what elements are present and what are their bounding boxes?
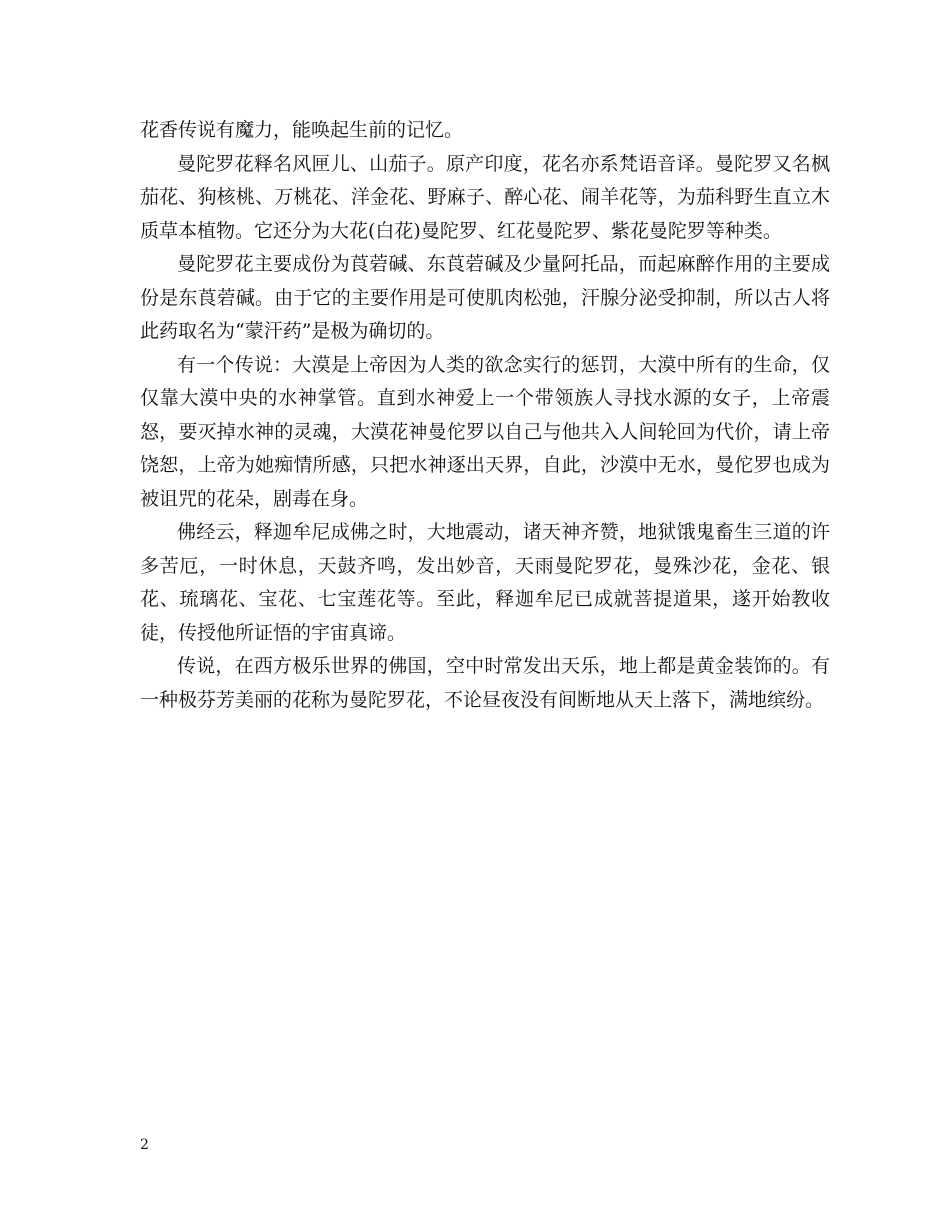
paragraph: 曼陀罗花主要成份为莨菪碱、东莨菪碱及少量阿托品，而起麻醉作用的主要成份是东莨菪碱。由于它的主要作用是可使肌肉松弛，汗腺分泌受抑制，所以古人将此药取名为“蒙汗药”是极为确切的。 <box>140 253 830 342</box>
paragraph: 曼陀罗花释名风匣儿、山茄子。原产印度，花名亦系梵语音译。曼陀罗又名枫茄花、狗核桃、万桃花、洋金花、野麻子、醉心花、闹羊花等，为茄科野生直立木质草本植物。它还分为大花(白花)曼陀罗、红花曼陀罗、紫花曼陀罗等种类。 <box>140 152 830 242</box>
paragraph: 佛经云，释迦牟尼成佛之时，大地震动，诸天神齐赞，地狱饿鬼畜生三道的许多苦厄，一时休息，天鼓齐鸣，发出妙音，天雨曼陀罗花，曼殊沙花，金花、银花、琉璃花、宝花、七宝莲花等。至此，释迦牟尼已成就菩提道果，遂开始教收徒，传授他所证悟的宇宙真谛。 <box>140 521 830 644</box>
paragraph: 传说，在西方极乐世界的佛国，空中时常发出天乐，地上都是黄金装饰的。有一种极芬芳美丽的花称为曼陀罗花，不论昼夜没有间断地从天上落下，满地缤纷。 <box>140 655 830 711</box>
paragraph: 花香传说有魔力，能唤起生前的记忆。 <box>140 119 464 141</box>
page-number: 2 <box>140 1137 149 1153</box>
paragraph: 有一个传说：大漠是上帝因为人类的欲念实行的惩罚，大漠中所有的生命，仅仅靠大漠中央的水神掌管。直到水神爱上一个带领族人寻找水源的女子，上帝震怒，要灭掉水神的灵魂，大漠花神曼佗罗以自己与他共入人间轮回为代价，请上帝饶恕，上帝为她痴情所感，只把水神逐出天界，自此，沙漠中无水，曼佗罗也成为被诅咒的花朵，剧毒在身。 <box>140 353 830 510</box>
body-text <box>140 114 830 717</box>
